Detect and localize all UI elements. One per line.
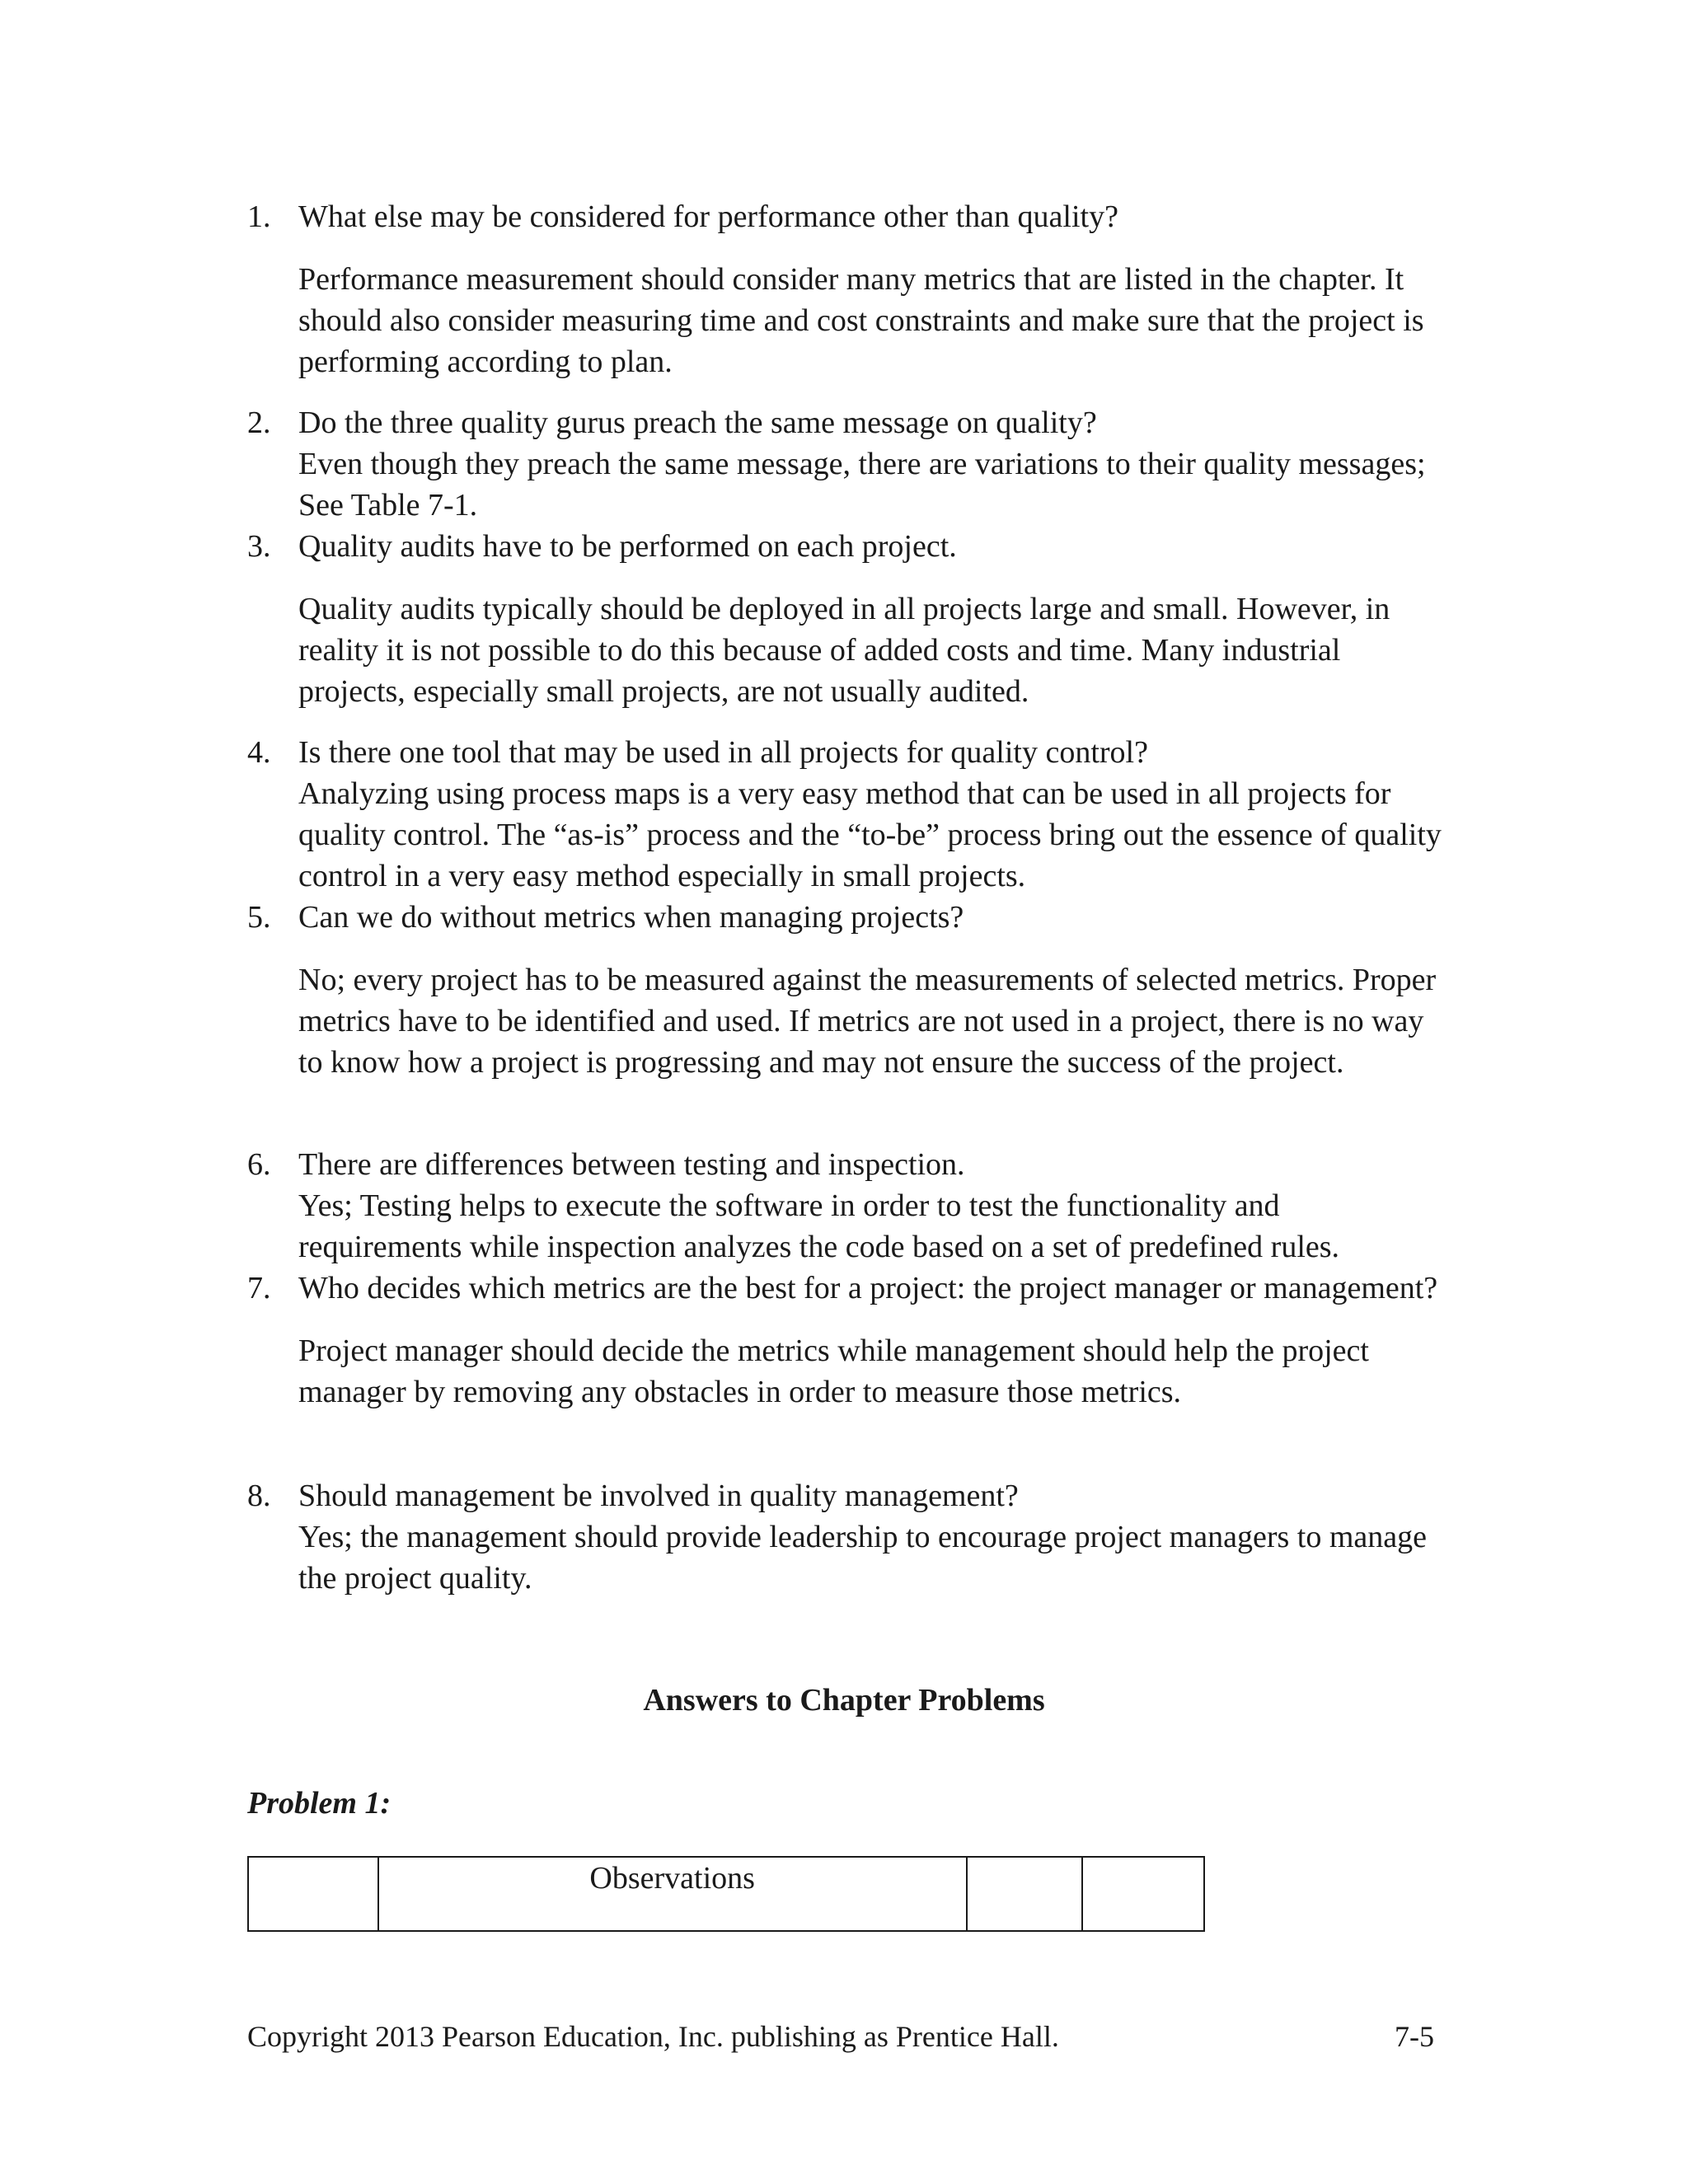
answer-text: Even though they preach the same message, there are variations to their quality messages; See Table 7-1. bbox=[298, 447, 1426, 523]
table-row bbox=[248, 1857, 1204, 1931]
question-1 bbox=[247, 196, 1451, 382]
question-7 bbox=[247, 1268, 1451, 1413]
question-3 bbox=[247, 526, 1451, 712]
answer-text: Quality audits typically should be deployed in all projects large and small. However, in reality it is not possible to do this because of added costs and time. Many industrial projects, especially small projects, are not usually audited. bbox=[298, 592, 1390, 709]
question-2 bbox=[247, 402, 1451, 526]
section-heading: Answers to Chapter Problems bbox=[643, 1683, 1045, 1718]
question-number: 4. bbox=[247, 735, 271, 770]
question-8 bbox=[247, 1475, 1451, 1599]
answer-text: Project manager should decide the metrics while management should help the project manager by removing any obstacles in order to measure those metrics. bbox=[298, 1333, 1369, 1409]
page-number: 7-5 bbox=[1395, 2020, 1434, 2053]
table-header-observations: Observations bbox=[378, 1857, 967, 1931]
answer-text: Yes; the management should provide leadership to encourage project managers to manage the project quality. bbox=[298, 1520, 1427, 1596]
table-cell-empty bbox=[248, 1857, 378, 1931]
answer-text: Analyzing using process maps is a very easy method that can be used in all projects for quality control. The “as-is” process and the “to-be” process bring out the essence of quality control in a very easy method especially in small projects. bbox=[298, 776, 1442, 893]
answer-text: No; every project has to be measured against the measurements of selected metrics. Proper metrics have to be identified and used. If metrics are not used in a project, there is no way to know how a project is progressing and may not ensure the success of the project. bbox=[298, 963, 1437, 1080]
question-text: There are differences between testing and inspection. bbox=[298, 1147, 965, 1182]
question-number: 8. bbox=[247, 1479, 271, 1513]
answer-text: Performance measurement should consider many metrics that are listed in the chapter. It should also consider measuring time and cost constraints and make sure that the project is performing according to plan. bbox=[298, 262, 1424, 379]
table-cell-empty bbox=[967, 1857, 1083, 1931]
question-text: What else may be considered for performance other than quality? bbox=[298, 199, 1118, 234]
question-4 bbox=[247, 732, 1451, 897]
question-5 bbox=[247, 897, 1451, 1083]
question-number: 2. bbox=[247, 405, 271, 440]
table-cell-empty bbox=[1082, 1857, 1204, 1931]
question-number: 6. bbox=[247, 1147, 271, 1182]
question-text: Who decides which metrics are the best for a project: the project manager or management? bbox=[298, 1271, 1438, 1305]
question-number: 1. bbox=[247, 199, 271, 234]
question-text: Do the three quality gurus preach the same message on quality? bbox=[298, 405, 1097, 440]
question-text: Quality audits have to be performed on each project. bbox=[298, 529, 957, 564]
copyright-text: Copyright 2013 Pearson Education, Inc. publishing as Prentice Hall. bbox=[247, 2020, 1059, 2053]
question-6 bbox=[247, 1144, 1451, 1268]
page-footer bbox=[247, 2018, 1434, 2055]
question-text: Is there one tool that may be used in all projects for quality control? bbox=[298, 735, 1148, 770]
question-number: 3. bbox=[247, 529, 271, 564]
question-number: 5. bbox=[247, 900, 271, 935]
question-text: Should management be involved in quality management? bbox=[298, 1479, 1019, 1513]
question-number: 7. bbox=[247, 1271, 271, 1305]
observations-table bbox=[247, 1856, 1205, 1932]
question-text: Can we do without metrics when managing projects? bbox=[298, 900, 964, 935]
problem-label: Problem 1: bbox=[247, 1786, 392, 1821]
answer-text: Yes; Testing helps to execute the software in order to test the functionality and requirements while inspection analyzes the code based on a set of predefined rules. bbox=[298, 1188, 1340, 1264]
